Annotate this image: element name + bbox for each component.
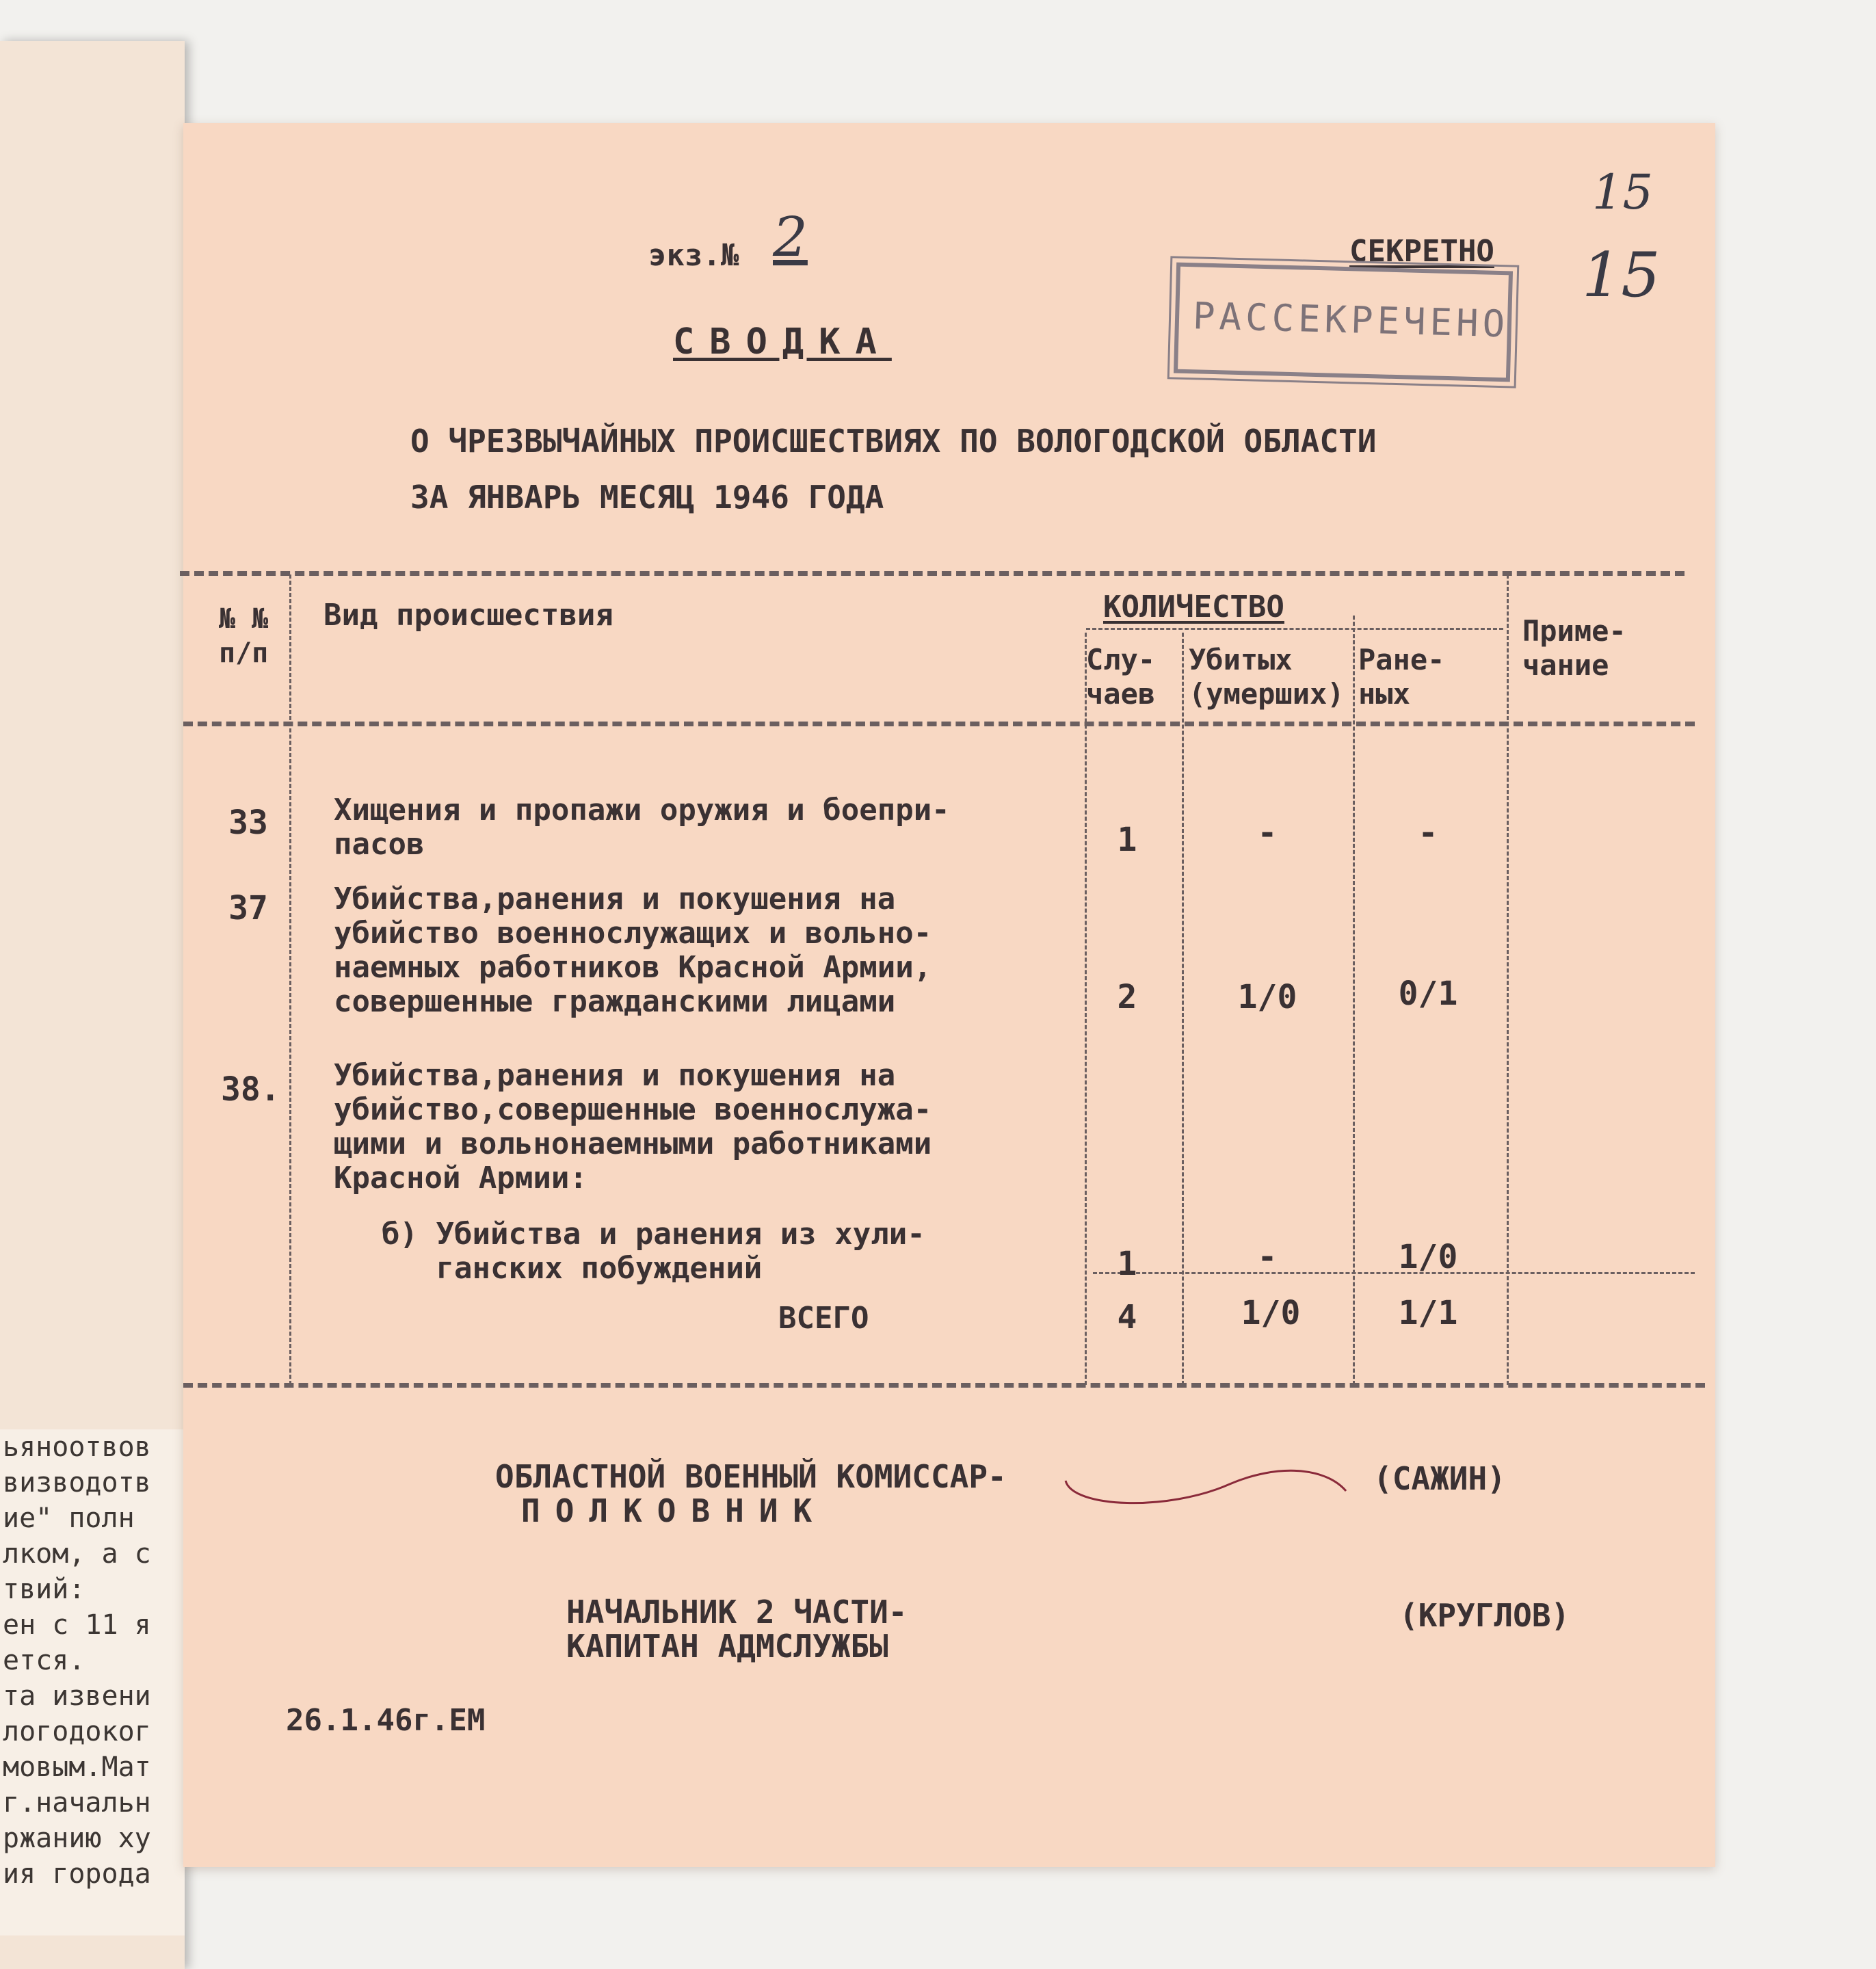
row-cases: 2	[1117, 978, 1137, 1016]
row-number: 37	[228, 889, 268, 927]
row-description: Убийства,ранения и покушения на убийство военнослужащих и вольно- наемных работников Красной Армии, совершенные гражданскими лицами	[334, 882, 932, 1019]
row-description: Убийства,ранения и покушения на убийство,совершенные военнослужа- щими и вольнонаемными работниками Красной Армии:	[334, 1058, 932, 1195]
table-header-rule	[183, 722, 1695, 726]
table-col-divider	[1507, 574, 1509, 1385]
col-header-type: Вид происшествия	[323, 598, 613, 633]
row-killed: 1/0	[1237, 978, 1297, 1016]
table-bottom-rule	[183, 1383, 1705, 1388]
signatory2-title: НАЧАЛЬНИК 2 ЧАСТИ-	[566, 1594, 908, 1630]
table-col-divider	[1085, 633, 1087, 1385]
declassified-stamp-text: РАССЕКРЕЧЕНО	[1192, 294, 1509, 346]
table-col-divider	[289, 574, 291, 1385]
col-header-cases: Слу- чаев	[1086, 643, 1156, 711]
copy-number: 2	[773, 205, 808, 269]
row-killed: -	[1257, 1238, 1278, 1276]
total-label: ВСЕГО	[778, 1301, 869, 1336]
row-wounded: -	[1418, 814, 1438, 852]
underlying-page-lines	[3, 1429, 182, 1892]
signatory2-name: (КРУГЛОВ)	[1399, 1597, 1570, 1634]
signature-scribble	[1059, 1443, 1360, 1518]
total-wounded: 1/1	[1398, 1294, 1458, 1332]
row-number: 38.	[221, 1070, 280, 1109]
document-sheet	[183, 123, 1715, 1867]
col-header-note: Приме- чание	[1522, 614, 1626, 682]
underlying-line: та извени	[3, 1680, 151, 1712]
underlying-line: логодоког	[3, 1716, 151, 1747]
date-code: 26.1.46г.ЕМ	[286, 1703, 486, 1738]
col-header-wounded: Ране- ных	[1358, 643, 1445, 711]
table-col-divider	[1353, 616, 1355, 1385]
underlying-line: ржанию ху	[3, 1823, 151, 1854]
col-header-number: № № п/п	[219, 603, 269, 669]
document-title: СВОДКА	[673, 321, 892, 362]
col-header-killed: Убитых (умерших)	[1189, 643, 1345, 711]
signatory1-title: ОБЛАСТНОЙ ВОЕННЫЙ КОМИССАР-	[495, 1458, 1007, 1495]
underlying-line: ен с 11 я	[3, 1609, 151, 1641]
signatory1-name: (САЖИН)	[1373, 1460, 1506, 1497]
col-header-quantity: КОЛИЧЕСТВО	[1103, 590, 1284, 624]
total-killed: 1/0	[1241, 1294, 1301, 1332]
underlying-line: мовым.Мат	[3, 1752, 151, 1783]
underlying-line: лком, а с	[3, 1538, 151, 1570]
signatory1-rank: ПОЛКОВНИК	[521, 1492, 828, 1529]
underlying-line: ется.	[3, 1645, 85, 1676]
underlying-line: ьяноотвов	[3, 1431, 151, 1463]
page-number-bottom: 15	[1582, 239, 1661, 311]
page-number-top: 15	[1592, 164, 1654, 220]
row-killed: -	[1257, 814, 1278, 852]
underlying-line: визводотв	[3, 1467, 151, 1498]
copy-label: экз.№	[648, 238, 739, 273]
row-number: 33	[228, 804, 268, 842]
document-subtitle-line2: ЗА ЯНВАРЬ МЕСЯЦ 1946 ГОДА	[410, 479, 884, 516]
underlying-line: твий:	[3, 1574, 85, 1605]
quantity-header-rule	[1086, 628, 1503, 630]
table-top-rule	[180, 571, 1685, 576]
row-cases: 1	[1117, 1245, 1137, 1283]
table-col-divider	[1182, 633, 1184, 1385]
total-cases: 4	[1117, 1298, 1137, 1336]
row-wounded: 0/1	[1398, 975, 1458, 1013]
underlying-page	[0, 41, 185, 1969]
row-wounded: 1/0	[1398, 1238, 1458, 1276]
underlying-line: ия города	[3, 1858, 151, 1890]
declassified-stamp	[1174, 263, 1513, 382]
row-description: Хищения и пропажи оружия и боепри- пасов	[334, 793, 950, 862]
row-cases: 1	[1117, 821, 1137, 859]
document-subtitle-line1: О ЧРЕЗВЫЧАЙНЫХ ПРОИСШЕСТВИЯХ ПО ВОЛОГОДСКОЙ ОБЛАСТИ	[410, 423, 1377, 460]
signatory2-rank: КАПИТАН АДМСЛУЖБЫ	[566, 1628, 888, 1665]
classification-label: СЕКРЕТНО	[1349, 234, 1494, 269]
underlying-line: г.начальн	[3, 1787, 151, 1819]
row-description: б) Убийства и ранения из хули- ганских побуждений	[382, 1217, 925, 1286]
underlying-line: ие" полн	[3, 1503, 135, 1534]
